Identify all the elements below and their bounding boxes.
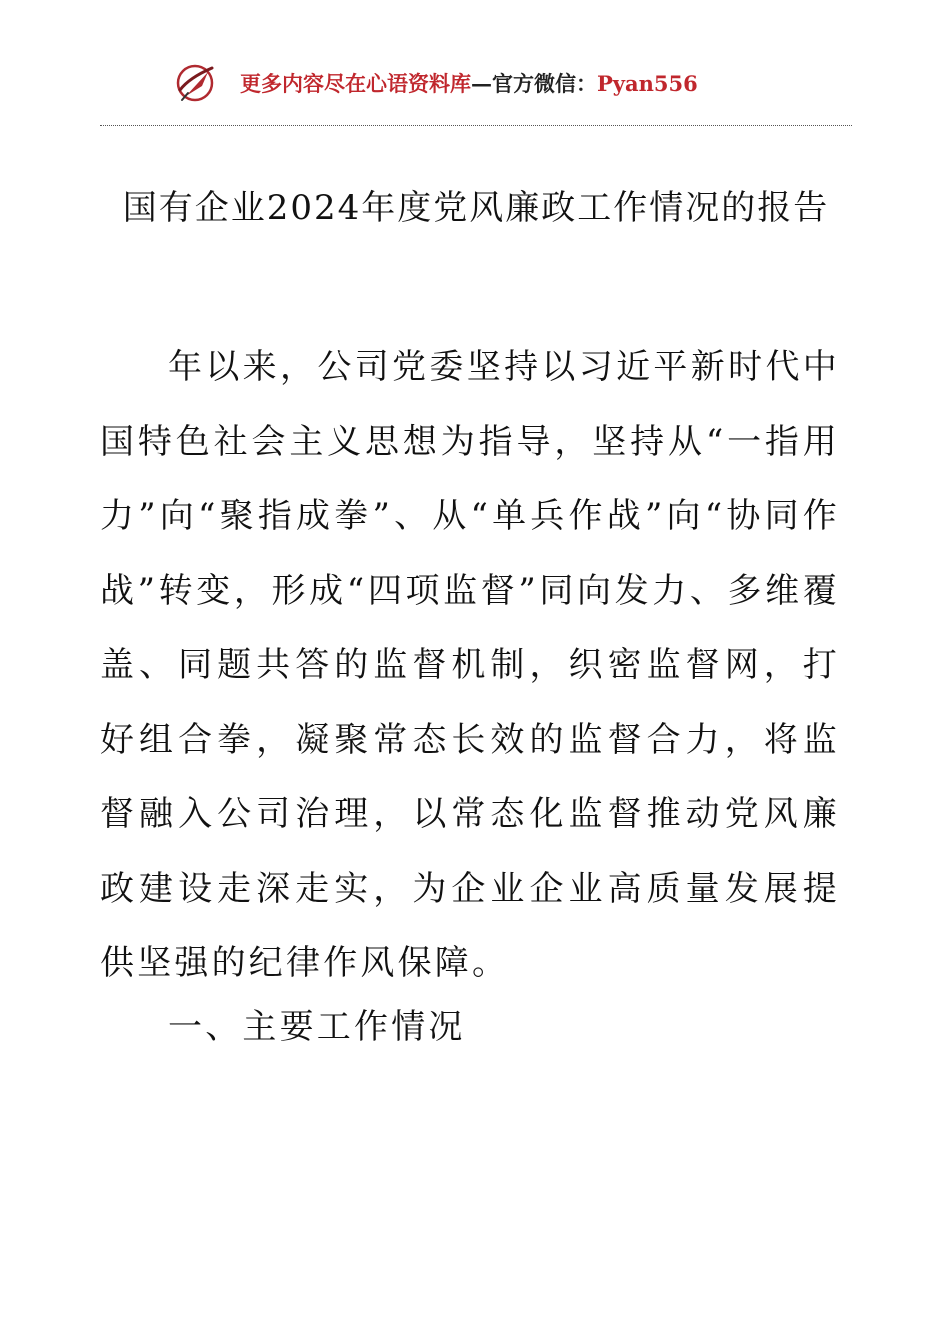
header-library-name: 更多内容尽在心语资料库	[240, 71, 471, 96]
header-wechat-label: —官方微信：	[471, 71, 597, 96]
header-divider	[100, 125, 852, 126]
section-heading: 一、主要工作情况	[168, 1007, 466, 1047]
header-wechat-id: Pyan556	[597, 71, 698, 96]
header-banner-text	[240, 68, 698, 98]
document-title: 国有企业2024年度党风廉政工作情况的报告	[122, 188, 830, 228]
quill-pen-logo-icon	[172, 60, 218, 106]
page-header	[100, 58, 852, 108]
body-paragraph: 年以来，公司党委坚持以习近平新时代中国特色社会主义思想为指导，坚持从“一指用力”向“聚指成拳”、从“单兵作战”向“协同作战”转变，形成“四项监督”同向发力、多维覆盖、同题共答的监督机制，织密监督网，打好组合拳，凝聚常态长效的监督合力，将监督融入公司治理，以常态化监督推动党风廉政建设走深走实，为企业企业高质量发展提供坚强的纪律作风保障。	[100, 347, 840, 983]
